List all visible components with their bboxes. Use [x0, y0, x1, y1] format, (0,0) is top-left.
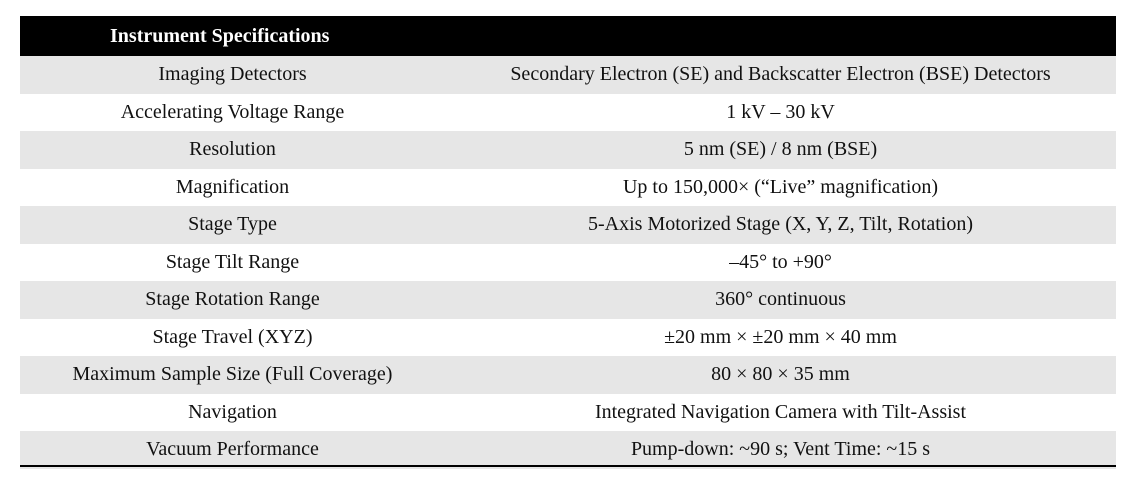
table-row — [20, 244, 1116, 282]
table-title: Instrument Specifications — [110, 24, 330, 47]
table-row — [20, 319, 1116, 357]
table-row — [20, 56, 1116, 94]
table-body — [20, 56, 1116, 469]
value-cell: Integrated Navigation Camera with Tilt-Assist — [594, 400, 967, 423]
parameter-cell: Accelerating Voltage Range — [120, 100, 345, 123]
table-row — [20, 281, 1116, 319]
table-row — [20, 169, 1116, 207]
parameter-cell: Resolution — [189, 138, 276, 160]
parameter-cell: Maximum Sample Size (Full Coverage) — [72, 363, 393, 385]
value-cell: 1 kV – 30 kV — [726, 100, 835, 123]
value-cell: ±20 mm × ±20 mm × 40 mm — [664, 325, 897, 348]
value-cell: Pump-down: ~90 s; Vent Time: ~15 s — [630, 438, 931, 460]
value-cell: 5-Axis Motorized Stage (X, Y, Z, Tilt, Rotation) — [588, 213, 973, 235]
parameter-cell: Vacuum Performance — [146, 438, 319, 460]
parameter-cell: Stage Tilt Range — [165, 250, 300, 273]
table-row — [20, 131, 1116, 169]
parameter-cell: Stage Travel (XYZ) — [152, 325, 313, 348]
table-row — [20, 94, 1116, 132]
table-row — [20, 431, 1116, 469]
value-cell: –45° to +90° — [729, 250, 832, 273]
value-cell: Secondary Electron (SE) and Backscatter Electron (BSE) Detectors — [510, 63, 1051, 85]
parameter-cell: Navigation — [188, 400, 277, 423]
value-cell: 80 × 80 × 35 mm — [711, 363, 850, 385]
parameter-cell: Stage Type — [188, 213, 277, 235]
parameter-cell: Magnification — [175, 175, 290, 198]
value-cell: 5 nm (SE) / 8 nm (BSE) — [683, 138, 878, 160]
table-row — [20, 356, 1116, 394]
table-header-row — [20, 16, 1116, 56]
table-header — [20, 16, 1116, 56]
table-row — [20, 394, 1116, 432]
parameter-cell: Imaging Detectors — [158, 63, 307, 85]
parameter-cell: Stage Rotation Range — [145, 288, 320, 310]
table-bottom-rule — [20, 465, 1116, 467]
value-cell: Up to 150,000× (“Live” magnification) — [622, 175, 939, 198]
instrument-specifications-table — [20, 16, 1116, 469]
table-row — [20, 206, 1116, 244]
value-cell: 360° continuous — [715, 288, 846, 310]
